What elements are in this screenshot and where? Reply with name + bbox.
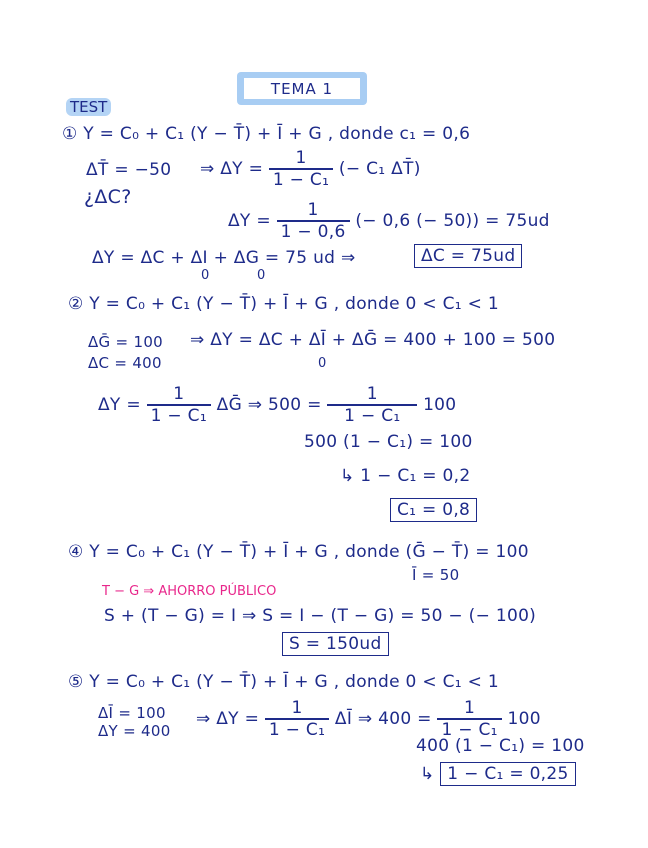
p2-fraction-1: [147, 384, 211, 426]
p2-fraction-1-den: 1 − C₁: [150, 405, 207, 426]
p2-formula-mid: ΔḠ ⇒ 500 =: [216, 394, 322, 415]
p1-fraction-den: 1 − C₁: [272, 169, 330, 190]
p1-calc-tail: (− 0,6 (− 50)) = 75ud: [355, 210, 550, 231]
p2-given-2: ΔC = 400: [88, 354, 162, 372]
p2-formula: [98, 384, 456, 426]
p2-formula-tail: 100: [423, 394, 457, 415]
p4-equation-line: [68, 542, 529, 562]
p1-question: ¿ΔC?: [84, 186, 132, 208]
p1-calc-fraction-den: 1 − 0,6: [280, 221, 346, 242]
p1-given: ΔT̄ = −50: [86, 160, 172, 180]
p1-result: ΔC = 75ud: [414, 244, 522, 268]
p2-step-2: ↳ 1 − C₁ = 0,2: [340, 466, 471, 486]
p5-formula-mid: ΔĪ ⇒ 400 =: [334, 708, 432, 729]
title-box: [237, 72, 367, 105]
p4-savings-line: S + (T − G) = I ⇒ S = I − (T − G) = 50 − (− 100): [104, 606, 537, 626]
p5-fraction-2-num: 1: [464, 698, 476, 718]
p5-fraction-1-den: 1 − C₁: [268, 719, 326, 740]
p1-zero-mark-2: 0: [257, 268, 266, 283]
p4-equation: Y = C₀ + C₁ (Y − T̄) + Ī + G , donde (Ḡ − T̄) = 100: [89, 542, 529, 562]
p2-fraction-2-den: 1 − C₁: [344, 405, 401, 426]
p2-number: ②: [68, 294, 84, 314]
p5-step-2: [420, 764, 576, 784]
p2-result: C₁ = 0,8: [390, 498, 477, 522]
p1-calc-fraction-num: 1: [307, 200, 319, 220]
p2-sum-line: ⇒ ΔY = ΔC + ΔĪ + ΔḠ = 400 + 100 = 500: [190, 330, 556, 350]
p4-given: Ī = 50: [412, 566, 460, 584]
p5-number: ⑤: [68, 672, 84, 692]
p5-formula-left: ⇒ ΔY =: [196, 708, 260, 729]
p2-fraction-1-num: 1: [173, 384, 185, 404]
p5-fraction-1-num: 1: [291, 698, 303, 718]
p5-arrow: ↳: [420, 764, 435, 784]
p1-calc: [228, 200, 550, 242]
p1-zero-mark-1: 0: [201, 268, 210, 283]
p2-equation-line: [68, 294, 499, 314]
p1-number: ①: [62, 124, 78, 144]
p1-formula-tail: (− C₁ ΔT̄): [338, 158, 421, 179]
p5-fraction-2-den: 1 − C₁: [441, 719, 498, 740]
p2-formula-left: ΔY =: [98, 394, 141, 415]
p4-note: T − G ⇒ AHORRO PÚBLICO: [102, 584, 277, 599]
p4-number: ④: [68, 542, 84, 562]
p1-formula: [200, 148, 421, 190]
p5-equation-line: [68, 672, 499, 692]
p2-fraction-2: [327, 384, 417, 426]
p1-calc-left: ΔY =: [228, 210, 271, 231]
p5-formula: [196, 698, 541, 740]
p5-equation: Y = C₀ + C₁ (Y − T̄) + Ī + G , donde 0 < C₁ < 1: [89, 672, 499, 692]
p5-result: 1 − C₁ = 0,25: [440, 762, 575, 786]
test-label: TEST: [66, 98, 111, 116]
p4-result: S = 150ud: [282, 632, 389, 656]
p2-equation: Y = C₀ + C₁ (Y − T̄) + Ī + G , donde 0 < C₁ < 1: [89, 294, 499, 314]
p1-equation-line: [62, 124, 470, 144]
p1-fraction: [269, 148, 333, 190]
p5-fraction-1: [265, 698, 329, 740]
p2-fraction-2-num: 1: [366, 384, 378, 404]
p5-given-1: ΔĪ = 100: [98, 704, 166, 722]
p5-step-1: 400 (1 − C₁) = 100: [416, 736, 585, 756]
p5-formula-tail: 100: [507, 708, 541, 729]
p1-fraction-num: 1: [295, 148, 307, 168]
p1-formula-left: ⇒ ΔY =: [200, 158, 264, 179]
p2-step-1: 500 (1 − C₁) = 100: [304, 432, 473, 452]
p2-given-1: ΔḠ = 100: [88, 333, 164, 351]
p1-equation: Y = C₀ + C₁ (Y − T̄) + Ī + G , donde c₁ = 0,6: [83, 124, 471, 144]
p5-given-2: ΔY = 400: [98, 722, 171, 740]
page-title: TEMA 1: [244, 78, 360, 99]
p5-fraction-2: [437, 698, 501, 740]
p2-zero-mark: 0: [318, 356, 327, 371]
p1-calc-fraction: [277, 200, 350, 242]
p1-sum-line: ΔY = ΔC + ΔI + ΔG = 75 ud ⇒: [92, 248, 356, 268]
